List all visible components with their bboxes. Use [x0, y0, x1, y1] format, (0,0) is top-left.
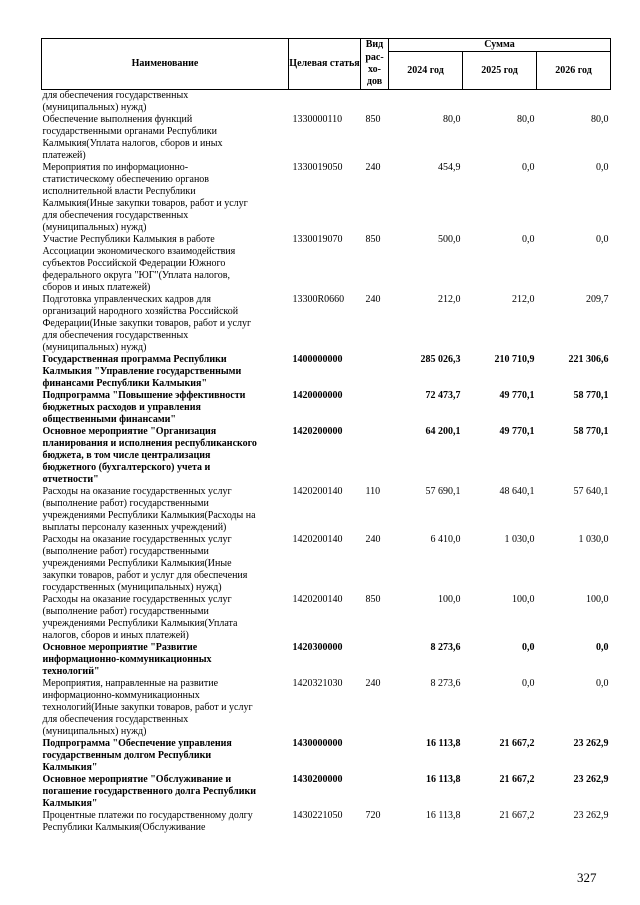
- row-name-cell: [42, 114, 289, 162]
- table-row: [42, 354, 611, 390]
- row-value-2026: 1 030,0: [578, 534, 609, 545]
- table-row: [42, 90, 611, 115]
- table-row: [42, 594, 611, 642]
- row-name-line: Федерации(Иные закупки товаров, работ и услуг: [42, 318, 252, 329]
- row-name-cell: [42, 534, 289, 594]
- row-name-line: планирования и исполнения республиканского: [42, 438, 257, 449]
- row-value-2026: 209,7: [586, 294, 609, 305]
- header-vid-line: Вид: [365, 39, 384, 51]
- row-name-line: Основное мероприятие "Организация: [42, 426, 217, 437]
- row-name-line: Мероприятия, направленные на развитие: [42, 678, 219, 689]
- row-expense-type: [361, 426, 389, 486]
- table-body: [42, 90, 611, 835]
- row-name-line: отчетности": [42, 474, 99, 485]
- row-name-cell: [42, 294, 289, 354]
- row-code: [289, 90, 361, 115]
- row-name-line: Ассоциации экономического взаимодействия: [42, 246, 236, 257]
- row-name-line: государственными органами Республики: [42, 126, 217, 137]
- row-name-line: технологий(Иные закупки товаров, работ и услуг: [42, 702, 253, 713]
- row-value-2024: 6 410,0: [430, 534, 461, 545]
- row-value-2025: 21 667,2: [499, 774, 535, 785]
- row-value-2025: 80,0: [517, 114, 535, 125]
- row-code: 1330000110: [292, 114, 343, 125]
- row-name-cell: [42, 738, 289, 774]
- row-name-line: государственным долгом Республики: [42, 750, 212, 761]
- row-name-line: (муниципальных) нужд): [42, 102, 147, 113]
- row-value-2026: 0,0: [596, 162, 609, 173]
- row-value-2025: 210 710,9: [494, 354, 535, 365]
- row-value-2025: 21 667,2: [499, 738, 535, 749]
- row-value-2024: 64 200,1: [425, 426, 461, 437]
- row-name-line: Калмыкия(Иные закупки товаров, работ и услуг: [42, 198, 248, 209]
- row-name-line: информационно-коммуникационных: [42, 654, 212, 665]
- header-vid-line: дов: [366, 76, 383, 88]
- row-name-line: Подпрограмма "Повышение эффективности: [42, 390, 246, 401]
- row-name-line: (выполнение работ) государственными: [42, 498, 209, 509]
- table-row: [42, 390, 611, 426]
- row-value-2026: [537, 90, 611, 115]
- row-code: 1420200000: [292, 426, 343, 437]
- row-value-2026: 100,0: [586, 594, 609, 605]
- row-value-2026: 58 770,1: [573, 390, 609, 401]
- row-value-2024: 57 690,1: [425, 486, 461, 497]
- row-name-cell: [42, 162, 289, 234]
- page-number: 327: [577, 870, 597, 885]
- row-expense-type: 240: [365, 162, 381, 173]
- row-expense-type: 110: [365, 486, 381, 497]
- table-row: [42, 642, 611, 678]
- row-code: 1420200140: [292, 486, 343, 497]
- row-name-line: для обеспечения государственных: [42, 714, 189, 725]
- row-value-2026: 0,0: [596, 642, 609, 653]
- column-header-code: Целевая статья: [289, 39, 361, 90]
- row-value-2025: 21 667,2: [499, 810, 535, 821]
- row-value-2024: 16 113,8: [425, 810, 461, 821]
- row-code: 1420300000: [292, 642, 343, 653]
- row-value-2026: 57 640,1: [573, 486, 609, 497]
- row-expense-type: 720: [365, 810, 381, 821]
- row-name-line: учреждениями Республики Калмыкия(Расходы на: [42, 510, 256, 521]
- row-expense-type: [361, 738, 389, 774]
- row-name-line: учреждениями Республики Калмыкия(Уплата: [42, 618, 238, 629]
- row-code: 1420321030: [292, 678, 343, 689]
- row-name-cell: [42, 486, 289, 534]
- row-name-line: сборов и иных платежей): [42, 282, 151, 293]
- row-expense-type: 240: [365, 294, 381, 305]
- table-row: [42, 162, 611, 234]
- row-name-line: информационно-коммуникационных: [42, 690, 200, 701]
- row-name-line: (муниципальных) нужд): [42, 222, 147, 233]
- budget-table: [41, 38, 611, 834]
- table-row: [42, 294, 611, 354]
- row-name-cell: [42, 810, 289, 834]
- row-expense-type: [361, 642, 389, 678]
- row-code: 1330019070: [292, 234, 343, 245]
- row-value-2026: 80,0: [591, 114, 609, 125]
- row-expense-type: 240: [365, 534, 381, 545]
- row-expense-type: 850: [365, 114, 381, 125]
- row-name-line: исполнительной власти Республики: [42, 186, 196, 197]
- table-row: [42, 774, 611, 810]
- row-name-line: статистическому обеспечению органов: [42, 174, 210, 185]
- row-name-cell: [42, 774, 289, 810]
- row-name-line: государственных (муниципальных) нужд): [42, 582, 222, 593]
- row-value-2024: 16 113,8: [426, 738, 461, 749]
- row-value-2024: 212,0: [438, 294, 461, 305]
- row-name-line: Государственная программа Республики: [42, 354, 227, 365]
- row-name-line: Республики Калмыкия(Обслуживание: [42, 822, 206, 833]
- row-name-line: (выполнение работ) государственными: [42, 546, 209, 557]
- row-expense-type: [361, 90, 389, 115]
- row-value-2026: 0,0: [596, 234, 609, 245]
- row-expense-type: 850: [365, 594, 381, 605]
- row-name-line: бюджета, в том числе централизация: [42, 450, 211, 461]
- row-name-line: налогов, сборов и иных платежей): [42, 630, 189, 641]
- row-name-line: Участие Республики Калмыкия в работе: [42, 234, 215, 245]
- row-value-2024: 80,0: [443, 114, 461, 125]
- row-expense-type: [361, 774, 389, 810]
- column-header-sum: Сумма: [389, 39, 611, 52]
- row-name-line: (муниципальных) нужд): [42, 342, 147, 353]
- row-expense-type: 240: [365, 678, 381, 689]
- table-row: [42, 426, 611, 486]
- row-name-line: (муниципальных) нужд): [42, 726, 147, 737]
- row-expense-type: 850: [365, 234, 381, 245]
- row-value-2026: 221 306,6: [568, 354, 609, 365]
- row-name-line: закупки товаров, работ и услуг для обеспечения: [42, 570, 248, 581]
- row-name-line: субъектов Российской Федерации Южного: [42, 258, 226, 269]
- row-value-2026: 23 262,9: [573, 810, 609, 821]
- row-value-2025: 1 030,0: [504, 534, 535, 545]
- row-code: 1420200140: [292, 594, 343, 605]
- row-name-line: (выполнение работ) государственными: [42, 606, 209, 617]
- row-name-line: общественными финансами": [42, 414, 176, 425]
- row-value-2026: 23 262,9: [573, 774, 609, 785]
- column-header-2025: 2025 год: [463, 52, 537, 90]
- table-row: [42, 534, 611, 594]
- row-name-line: Калмыкия": [42, 762, 98, 773]
- row-name-line: финансами Республики Калмыкия": [42, 378, 208, 389]
- row-name-line: бюджетного (бухгалтерского) учета и: [42, 462, 211, 473]
- row-value-2024: 285 026,3: [420, 354, 461, 365]
- column-header-name: Наименование: [42, 39, 289, 90]
- row-value-2025: 0,0: [522, 234, 535, 245]
- row-code: 1330019050: [292, 162, 343, 173]
- row-name-cell: [42, 234, 289, 294]
- row-value-2026: 23 262,9: [573, 738, 609, 749]
- row-value-2026: 0,0: [596, 678, 609, 689]
- row-name-line: Основное мероприятие "Развитие: [42, 642, 198, 653]
- header-vid-line: хо-: [368, 64, 381, 75]
- row-value-2024: [389, 90, 463, 115]
- row-name-line: Процентные платежи по государственному долгу: [42, 810, 253, 821]
- row-name-line: Калмыкия "Управление государственными: [42, 366, 242, 377]
- row-name-line: выплаты персоналу казенных учреждений): [42, 522, 227, 533]
- row-code: 1420200140: [292, 534, 343, 545]
- row-name-line: организаций народного хозяйства Российской: [42, 306, 239, 317]
- row-value-2025: 49 770,1: [499, 426, 535, 437]
- row-name-line: Расходы на оказание государственных услуг: [42, 594, 232, 605]
- row-name-line: Расходы на оказание государственных услуг: [42, 486, 232, 497]
- row-name-line: технологий": [42, 666, 100, 677]
- row-value-2025: [463, 90, 537, 115]
- row-name-line: для обеспечения государственных: [42, 210, 189, 221]
- row-value-2025: 0,0: [522, 678, 535, 689]
- table-row: [42, 738, 611, 774]
- row-name-cell: [42, 642, 289, 678]
- row-value-2025: 0,0: [522, 642, 535, 653]
- budget-table-page: [41, 38, 610, 834]
- table-row: [42, 234, 611, 294]
- row-code: 1430000000: [292, 738, 343, 749]
- row-name-line: Подготовка управленческих кадров для: [42, 294, 212, 305]
- table-row: [42, 810, 611, 834]
- row-name-line: федерального округа "ЮГ"(Уплата налогов,: [42, 270, 231, 281]
- row-name-line: Мероприятия по информационно-: [42, 162, 189, 173]
- row-name-cell: [42, 426, 289, 486]
- row-name-line: платежей): [42, 150, 86, 161]
- row-name-line: Подпрограмма "Обеспечение управления: [42, 738, 232, 749]
- row-code: 1430200000: [292, 774, 343, 785]
- row-value-2025: 48 640,1: [499, 486, 535, 497]
- row-value-2025: 212,0: [512, 294, 535, 305]
- table-row: [42, 486, 611, 534]
- row-name-line: для обеспечения государственных: [42, 330, 189, 341]
- row-name-cell: [42, 594, 289, 642]
- row-name-cell: [42, 354, 289, 390]
- header-vid-line: рас-: [365, 51, 384, 63]
- row-expense-type: [361, 390, 389, 426]
- row-name-line: Основное мероприятие "Обслуживание и: [42, 774, 232, 785]
- row-name-line: Обеспечение выполнения функций: [42, 114, 193, 125]
- row-code: 13300R0660: [292, 294, 345, 305]
- row-code: 1400000000: [292, 354, 343, 365]
- table-row: [42, 678, 611, 738]
- table-row: [42, 114, 611, 162]
- row-name-cell: [42, 390, 289, 426]
- row-code: 1430221050: [292, 810, 343, 821]
- row-name-line: учреждениями Республики Калмыкия(Иные: [42, 558, 232, 569]
- row-value-2024: 454,9: [438, 162, 461, 173]
- row-name-cell: [42, 678, 289, 738]
- row-name-line: Расходы на оказание государственных услуг: [42, 534, 232, 545]
- column-header-2026: 2026 год: [537, 52, 611, 90]
- row-value-2024: 8 273,6: [430, 642, 461, 653]
- row-value-2024: 500,0: [438, 234, 461, 245]
- row-value-2026: 58 770,1: [573, 426, 609, 437]
- row-name-line: погашение государственного долга Республики: [42, 786, 257, 797]
- row-value-2024: 16 113,8: [426, 774, 461, 785]
- row-name-line: Калмыкия(Уплата налогов, сборов и иных: [42, 138, 223, 149]
- row-value-2025: 0,0: [522, 162, 535, 173]
- row-value-2024: 72 473,7: [425, 390, 461, 401]
- row-value-2024: 8 273,6: [430, 678, 461, 689]
- column-header-2024: 2024 год: [389, 52, 463, 90]
- row-name-line: Калмыкия": [42, 798, 98, 809]
- row-value-2025: 49 770,1: [499, 390, 535, 401]
- column-header-expense-type: [361, 39, 389, 90]
- row-name-line: для обеспечения государственных: [42, 90, 189, 101]
- row-expense-type: [361, 354, 389, 390]
- row-name-line: бюджетных расходов и управления: [42, 402, 201, 413]
- row-code: 1420000000: [292, 390, 343, 401]
- row-value-2024: 100,0: [438, 594, 461, 605]
- row-name-cell: [42, 90, 289, 115]
- row-value-2025: 100,0: [512, 594, 535, 605]
